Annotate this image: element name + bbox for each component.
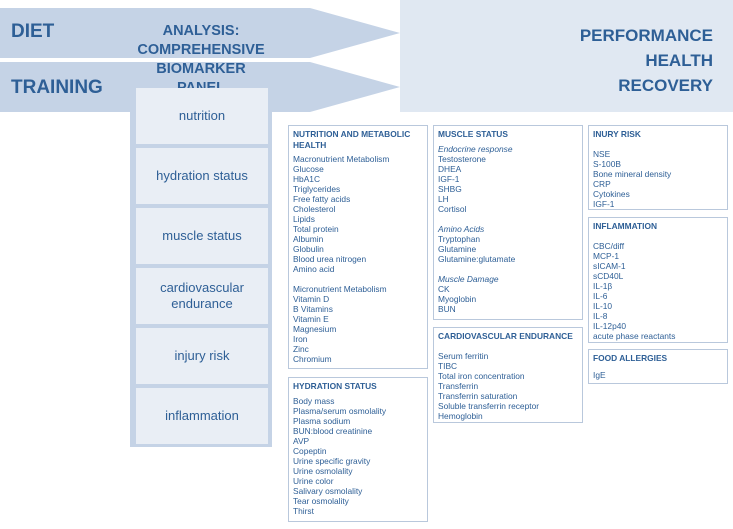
- list-item: LH: [438, 193, 449, 204]
- list-item: Triglycerides: [293, 184, 341, 194]
- list-item: Magnesium: [293, 324, 337, 334]
- list-item: Thirst: [293, 505, 314, 516]
- list-item: IGF-1: [593, 198, 615, 209]
- list-item: S-100B: [593, 158, 621, 169]
- category-inflammation: inflammation: [136, 388, 268, 444]
- panel-injury: [588, 125, 728, 210]
- panel-title: CARDIOVASCULAR ENDURANCE: [438, 331, 573, 341]
- list-item: Cytokines: [593, 188, 630, 199]
- list-item: Total iron concentration: [438, 370, 525, 381]
- list-item: Iron: [293, 334, 308, 344]
- list-item: Serum ferritin: [438, 350, 489, 361]
- list-item: Tear osmolality: [293, 495, 349, 506]
- outcome-label: [580, 23, 713, 98]
- list-item: Testosterone: [438, 153, 486, 164]
- group-heading: Amino Acids: [438, 223, 485, 234]
- training-label: TRAINING: [11, 77, 103, 98]
- panel-title: MUSCLE STATUS: [438, 129, 508, 139]
- list-item: Cortisol: [438, 203, 467, 214]
- outcome-line: PERFORMANCE: [579, 26, 713, 45]
- list-item: CBC/diff: [593, 240, 625, 251]
- panel-allergies: [588, 349, 728, 384]
- panel-hydration: [288, 377, 428, 522]
- list-item: Glutamine:glutamate: [438, 253, 516, 264]
- list-item: Soluble transferrin receptor: [438, 400, 540, 411]
- group-heading: Endocrine response: [438, 143, 513, 154]
- list-item: AVP: [293, 435, 310, 446]
- group-heading: Micronutrient Metabolism: [293, 284, 387, 294]
- list-item: TIBC: [438, 360, 458, 371]
- list-item: HbA1C: [293, 174, 320, 184]
- list-item: acute phase reactants: [593, 330, 676, 341]
- list-item: Plasma/serum osmolality: [293, 405, 387, 416]
- analysis-line: ANALYSIS:: [162, 23, 240, 39]
- list-item: sCD40L: [593, 270, 624, 281]
- list-item: Glucose: [293, 164, 324, 174]
- list-item: Albumin: [293, 234, 324, 244]
- panel-nutrition: [288, 125, 428, 369]
- list-item: sICAM-1: [593, 260, 626, 271]
- list-item: CRP: [593, 178, 611, 189]
- list-item: Urine osmolality: [293, 465, 353, 476]
- list-item: BUN: [438, 303, 456, 314]
- list-item: Hemoglobin: [438, 410, 483, 421]
- list-item: NSE: [593, 148, 611, 159]
- panel-muscle: [433, 125, 583, 320]
- list-item: Copeptin: [293, 445, 327, 456]
- group-heading: Muscle Damage: [438, 273, 499, 284]
- list-item: Total protein: [293, 224, 339, 234]
- list-item: Urine color: [293, 475, 334, 486]
- list-item: Cholesterol: [293, 204, 336, 214]
- list-item: Glutamine: [438, 243, 477, 254]
- list-item: Chromium: [293, 354, 332, 364]
- list-item: IgE: [593, 369, 606, 380]
- list-item: BUN:blood creatinine: [293, 425, 373, 436]
- list-item: CK: [438, 283, 450, 294]
- category-nutrition: nutrition: [136, 88, 268, 144]
- list-item: Transferrin saturation: [438, 390, 518, 401]
- panel-cardio: [433, 327, 583, 423]
- list-item: MCP-1: [593, 250, 620, 261]
- list-item: Bone mineral density: [593, 168, 672, 179]
- category-hydration: hydration status: [136, 148, 268, 204]
- outcome-line: HEALTH: [645, 51, 713, 70]
- panel-title: INURY RISK: [593, 129, 641, 139]
- list-item: Plasma sodium: [293, 415, 351, 426]
- analysis-line: COMPREHENSIVE: [137, 42, 265, 58]
- list-item: Vitamin D: [293, 294, 330, 304]
- panel-title: INFLAMMATION: [593, 221, 658, 231]
- list-item: Blood urea nitrogen: [293, 254, 367, 264]
- category-cardio: cardiovascular endurance: [136, 268, 268, 324]
- group-heading: Macronutrient Metabolism: [293, 154, 390, 164]
- analysis-label: [132, 22, 270, 98]
- diet-label: DIET: [11, 21, 55, 42]
- analysis-line: BIOMARKER: [156, 61, 246, 77]
- list-item: Vitamin E: [293, 314, 329, 324]
- category-muscle: muscle status: [136, 208, 268, 264]
- list-item: IL-1β: [593, 280, 613, 291]
- category-injury: injury risk: [136, 328, 268, 384]
- list-item: IL-8: [593, 310, 608, 321]
- panel-inflammation: [588, 217, 728, 343]
- list-item: IL-10: [593, 300, 613, 311]
- list-item: DHEA: [438, 163, 462, 174]
- list-item: IL-12p40: [593, 320, 627, 331]
- list-item: Myoglobin: [438, 293, 477, 304]
- panel-title: HYDRATION STATUS: [293, 381, 377, 391]
- list-item: Tryptophan: [438, 233, 481, 244]
- list-item: Body mass: [293, 395, 335, 406]
- list-item: Transferrin: [438, 380, 479, 391]
- outcome-line: RECOVERY: [618, 76, 713, 95]
- list-item: SHBG: [438, 183, 462, 194]
- list-item: Free fatty acids: [293, 194, 351, 204]
- list-item: Urine specific gravity: [293, 455, 371, 466]
- list-item: B Vitamins: [293, 304, 333, 314]
- list-item: Salivary osmolality: [293, 485, 363, 496]
- list-item: Lipids: [293, 214, 315, 224]
- panel-title: NUTRITION AND METABOLIC HEALTH: [293, 129, 411, 150]
- panel-title: FOOD ALLERGIES: [593, 353, 668, 363]
- list-item: IGF-1: [438, 173, 460, 184]
- list-item: IL-6: [593, 290, 608, 301]
- list-item: Globulin: [293, 244, 324, 254]
- list-item: Amino acid: [293, 264, 335, 274]
- list-item: Zinc: [293, 344, 309, 354]
